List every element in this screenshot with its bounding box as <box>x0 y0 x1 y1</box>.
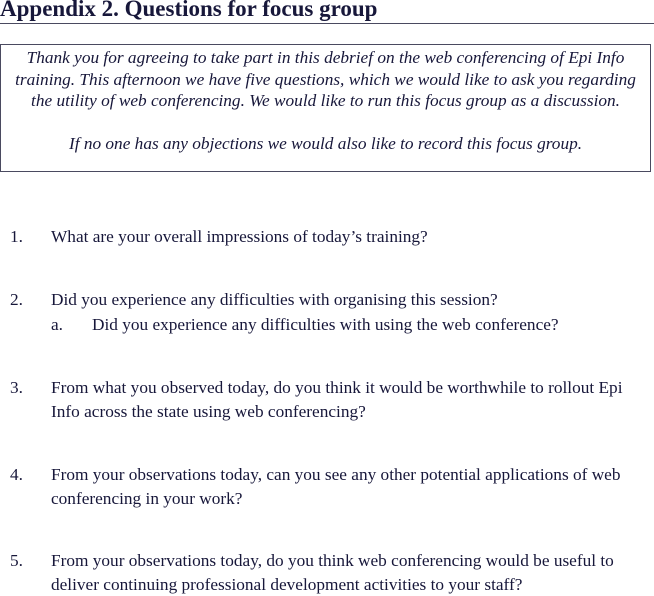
question-number: 4. <box>10 465 23 484</box>
question-number: 2. <box>10 290 23 309</box>
subquestion-text: Did you experience any difficulties with using the web conference? <box>92 315 559 334</box>
page-heading: Appendix 2. Questions for focus group <box>0 0 378 21</box>
question-text: Did you experience any difficulties with organising this session? <box>51 290 498 309</box>
heading-rule <box>0 23 654 24</box>
question-number: 5. <box>10 551 23 570</box>
question-text: What are your overall impressions of today’s training? <box>51 227 428 246</box>
intro-spacer <box>7 112 644 133</box>
question-number: 3. <box>10 378 23 397</box>
question-number: 1. <box>10 227 23 246</box>
subquestion-letter: a. <box>51 315 63 334</box>
question-text: From your observations today, do you think web conferencing would be useful to deliver continuing professional development activities to your staff? <box>51 551 614 594</box>
question-text: From what you observed today, do you think it would be worthwhile to rollout Epi Info across the state using web conferencing? <box>51 378 623 421</box>
question-text: From your observations today, can you see any other potential applications of web conferencing in your work? <box>51 465 621 508</box>
intro-recording-note: If no one has any objections we would also like to record this focus group. <box>68 133 583 153</box>
intro-box <box>0 44 651 172</box>
intro-paragraph: Thank you for agreeing to take part in this debrief on the web conferencing of Epi Info training. This afternoon we have five questions, which we would like to ask you regarding the utility of web conferencing. We would like to run this focus group as a discussion. <box>15 48 636 111</box>
